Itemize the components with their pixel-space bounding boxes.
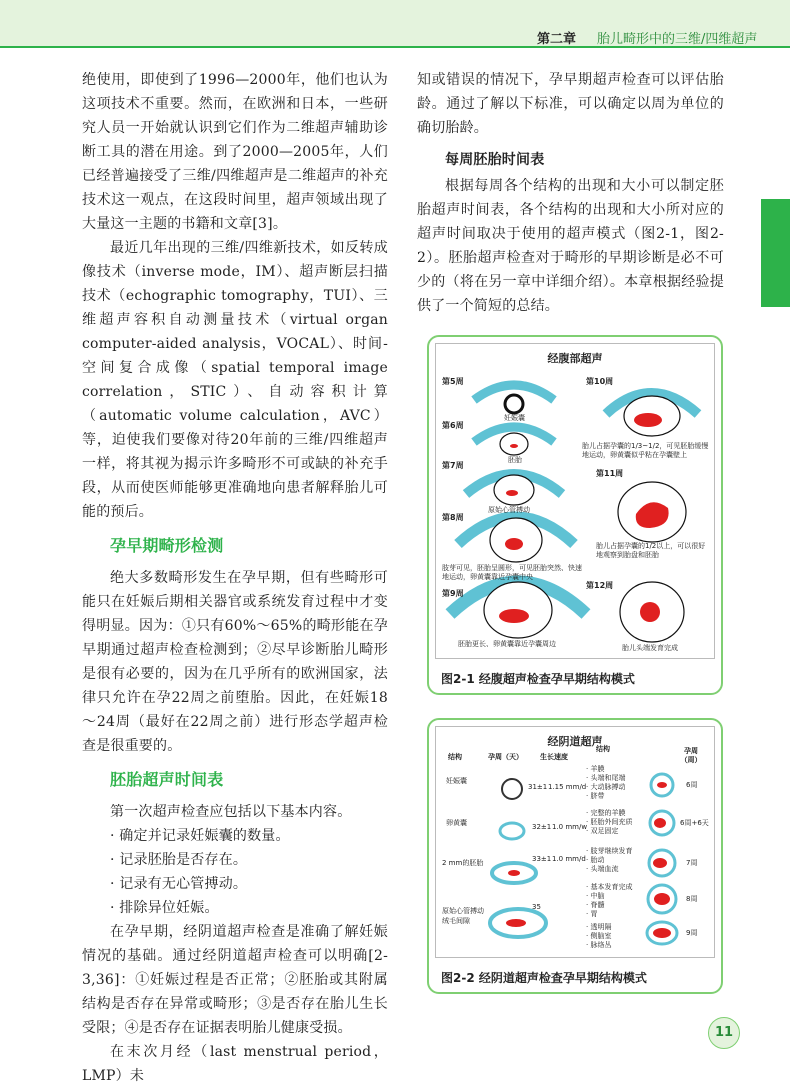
column-header: 孕周（天）	[488, 753, 523, 761]
figure-caption: 图2-1 经腹超声检查孕早期结构模式	[441, 672, 635, 686]
paragraph: 第一次超声检查应包括以下基本内容。	[110, 804, 352, 820]
figure-diagram	[435, 726, 715, 958]
structure-label: 原始心管搏动	[488, 506, 530, 514]
subsection-heading-weekly: 每周胚胎时间表	[445, 152, 545, 168]
row-days: 32±1	[532, 823, 552, 831]
figure-title: 经阴道超声	[547, 735, 603, 748]
column-header: 孕周（周）	[680, 747, 702, 764]
sac-shape	[494, 475, 534, 505]
structure-label: 妊娠囊	[504, 414, 525, 422]
structure-label: 胚胎更长、卵黄囊靠近孕囊周边	[458, 640, 556, 648]
row-week: 6周+6天	[680, 819, 709, 827]
week-label: 第10周	[586, 377, 614, 386]
chapter-tab	[761, 199, 790, 307]
row-notes: · 羊膜 · 头端和尾端 · 大动脉搏动 · 脐带	[586, 765, 626, 800]
row-growth: 1.0 mm/w	[552, 823, 588, 831]
column-header: 结构	[596, 745, 610, 753]
paragraph: 在末次月经（last menstrual period，LMP）未	[82, 1044, 388, 1084]
yolk-sac-shape	[500, 823, 524, 839]
list-item: · 记录有无心管搏动。	[110, 876, 248, 892]
embryo-shape	[506, 919, 526, 927]
right-column	[417, 68, 724, 318]
figure-diagram	[435, 343, 715, 659]
column-header: 结构	[448, 753, 462, 761]
row-week: 9周	[686, 929, 698, 937]
row-structure: 绒毛间隙	[442, 917, 470, 925]
embryo-shape	[634, 413, 662, 427]
row-growth: 1.0 mm/d	[552, 855, 586, 863]
embryo-shape	[654, 818, 666, 828]
embryo-shape	[499, 609, 529, 623]
fetus-head-shape	[640, 602, 660, 622]
list-item: · 记录胚胎是否存在。	[110, 852, 248, 868]
row-days: 35	[532, 903, 541, 911]
structure-label: 胎儿头端发育完成	[622, 644, 678, 652]
week-label: 第8周	[442, 513, 464, 522]
paragraph: 知或错误的情况下，孕早期超声检查可以评估胎龄。通过了解以下标准，可以确定以周为单位的确切胎龄。	[417, 72, 724, 136]
structure-label: 胎儿占据孕囊的1/2以上，可以很好地观察到胎盘和胚胎	[596, 542, 706, 559]
row-structure: 妊娠囊	[446, 777, 467, 785]
embryo-shape	[657, 782, 667, 788]
row-notes: · 肢芽继续发育 · 胎动 · 头端血流	[586, 847, 633, 873]
left-column	[82, 68, 388, 1088]
figure-2-2	[427, 718, 723, 994]
figure-caption: 图2-2 经阴道超声检查孕早期结构模式	[441, 971, 647, 985]
column-header: 生长速度	[540, 753, 568, 761]
section-label: 胎儿畸形中的三维/四维超声	[597, 32, 758, 47]
row-notes: · 透明隔 · 侧脑室 · 脉络丛	[586, 923, 612, 949]
embryo-shape	[654, 893, 670, 905]
paragraph: 最近几年出现的三维/四维新技术，如反转成像技术（inverse mode，IM）、超声断层扫描技术（echographic tomography，TUI）、三维超声容积自动测量技术（virtual organ computer-aided analysis，VOCAL）、时间-空间复合成像（spatial temporal image correlation，STIC）、自动容积计算（automatic volume calculation，AVC）等，迫使我们要像对待20年前的三维/四维超声一样，将其视为揭示许多畸形不可或缺的补充手段，从而使医师能够更准确地向患者解释胎儿可能的预后。	[82, 240, 388, 520]
embryo-shape	[653, 928, 671, 938]
running-header	[0, 0, 790, 48]
embryo-shape	[505, 538, 523, 550]
row-structure: 卵黄囊	[446, 819, 467, 827]
paragraph: 绝大多数畸形发生在孕早期，但有些畸形可能只在妊娠后期相关器官或系统发育过程中才变得明显。因为：①只有60%～65%的畸形能在孕早期通过超声检查检测到；②尽早诊断胎儿畸形是很有必要的，因为在几乎所有的欧洲国家，法律只允许在孕22周之前堕胎。因此，在妊娠18～24周（最好在22周之前）进行形态学超声检查是很重要的。	[82, 570, 388, 754]
transvaginal-diagram-svg	[436, 727, 714, 961]
paragraph: 根据每周各个结构的出现和大小可以制定胚胎超声时间表，各个结构的出现和大小所对应的超声时间取决于使用的超声模式（图2-1，图2-2）。胚胎超声检查对于畸形的早期诊断是必不可少的（将在另一章中详细介绍）。本章根据经验提供了一个简短的总结。	[417, 178, 724, 314]
row-week: 7周	[686, 859, 698, 867]
structure-label: 肢芽可见，胚胎呈圆形，可见胚胎突然、快速地运动，卵黄囊靠近孕囊中央	[442, 564, 582, 581]
embryo-diagram-svg	[436, 344, 714, 658]
embryo-shape	[506, 490, 518, 496]
week-label: 第11周	[596, 469, 624, 478]
figure-title: 经腹部超声	[547, 352, 603, 365]
week-label: 第5周	[442, 377, 464, 386]
row-days: 31±1	[528, 783, 548, 791]
row-week: 6周	[686, 781, 698, 789]
list-item: · 确定并记录妊娠囊的数量。	[110, 828, 290, 844]
row-notes: · 完整的羊膜 · 胚胎外间充质 · 双足固定	[586, 809, 633, 835]
embryo-shape	[508, 870, 520, 876]
section-heading-embryo-timeline: 胚胎超声时间表	[110, 770, 224, 789]
section-heading-early-detection: 孕早期畸形检测	[110, 536, 224, 555]
uterus-wall-shape	[474, 385, 554, 400]
gestational-sac-shape	[502, 779, 522, 799]
week-label: 第12周	[586, 581, 614, 590]
row-week: 8周	[686, 895, 698, 903]
week-label: 第6周	[442, 421, 464, 430]
paragraph: 在孕早期，经阴道超声检查是准确了解妊娠情况的基础。通过经阴道超声检查可以明确[2-3,36]：①妊娠过程是否正常；②胚胎或其附属结构是否存在异常或畸形；③是否存在胎儿生长受限；④是否存在证据表明胎儿健康受损。	[82, 924, 388, 1036]
chapter-label: 第二章	[537, 32, 577, 47]
row-structure: 2 mm的胚胎	[442, 859, 484, 867]
embryo-shape	[653, 858, 667, 868]
gestational-sac-shape	[505, 395, 523, 413]
structure-label: 胚胎	[508, 456, 522, 464]
row-days: 33±1	[532, 855, 552, 863]
week-label: 第9周	[442, 589, 464, 598]
paragraph: 绝使用，即使到了1996—2000年，他们也认为这项技术不重要。然而，在欧洲和日本，一些研究人员一开始就认识到它们作为二维超声辅助诊断工具的潜在用途。到了2000—2005年，人们已经普遍接受了三维/四维超声是二维超声的补充技术这一观点，在这段时间里，超声领域出现了大量这一主题的书籍和文章[3]。	[82, 72, 388, 232]
row-structure: 原始心管搏动	[442, 907, 484, 915]
structure-label: 胎儿占据孕囊的1/3~1/2，可见胚胎缓慢地运动，卵黄囊似乎粘在孕囊壁上	[582, 442, 709, 459]
page-number: 11	[708, 1017, 740, 1049]
figure-2-1	[427, 335, 723, 695]
week-label: 第7周	[442, 461, 464, 470]
embryo-shape	[510, 444, 518, 448]
list-item: · 排除异位妊娠。	[110, 900, 219, 916]
row-growth: 1.15 mm/d	[548, 783, 587, 791]
row-notes: · 基本发育完成 · 中脑 · 脊髓 · 胃	[586, 883, 633, 918]
